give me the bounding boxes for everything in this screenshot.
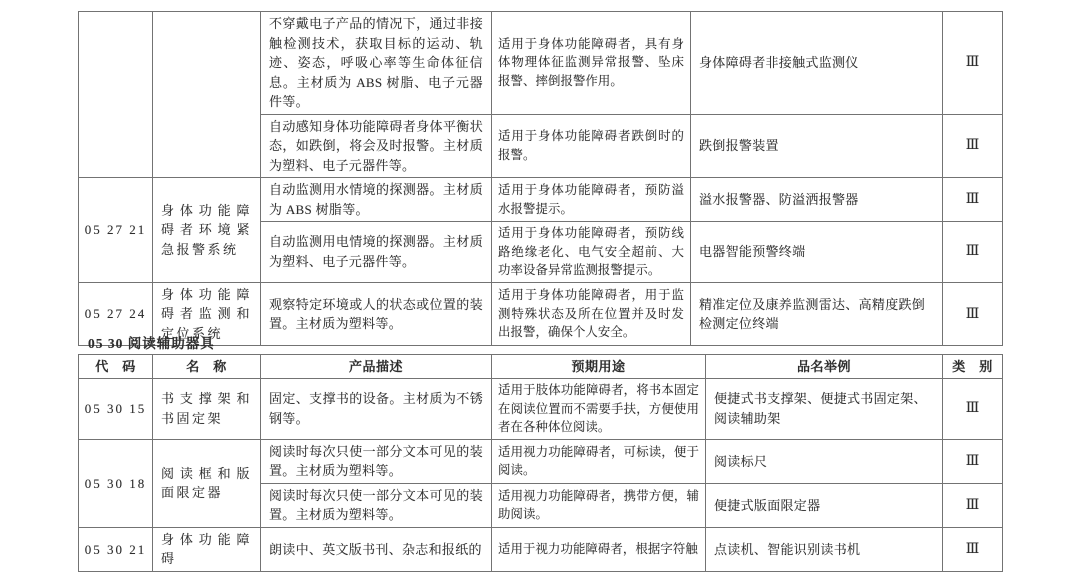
example-cell: 跌倒报警装置	[691, 114, 943, 178]
intended-use-cell: 适用视力功能障碍者，可标读，便于阅读。	[492, 439, 706, 483]
example-cell: 阅读标尺	[706, 439, 943, 483]
code-cell	[79, 12, 153, 178]
code-cell: 05 30 18	[79, 439, 153, 527]
name-cell: 身体功能障碍者监测和定位系统	[153, 282, 261, 346]
name-cell: 书支撑架和书固定架	[153, 379, 261, 440]
table-row	[79, 379, 1003, 440]
intended-use-cell: 适用于身体功能障碍者，预防线路绝缘老化、电气安全超前、大功率设备异常监测报警提示。	[492, 222, 691, 283]
code-cell: 05 27 21	[79, 178, 153, 283]
example-cell: 精准定位及康养监测雷达、高精度跌倒检测定位终端	[691, 282, 943, 346]
name-cell	[153, 12, 261, 178]
category-cell: Ⅲ	[943, 178, 1003, 222]
table-row	[79, 12, 1003, 115]
product-desc-cell: 自动监测用水情境的探测器。主材质为 ABS 树脂等。	[261, 178, 492, 222]
product-desc-cell: 自动监测用电情境的探测器。主材质为塑料、电子元器件等。	[261, 222, 492, 283]
example-cell: 溢水报警器、防溢洒报警器	[691, 178, 943, 222]
header-product-desc: 产品描述	[261, 355, 492, 379]
example-cell: 点读机、智能识别读书机	[706, 527, 943, 571]
header-category: 类 别	[943, 355, 1003, 379]
section-title: 05 30 阅读辅助器具	[88, 336, 215, 351]
intended-use-cell: 适用于身体功能障碍者，用于监测特殊状态及所在位置并及时发出报警，确保个人安全。	[492, 282, 691, 346]
code-cell: 05 30 15	[79, 379, 153, 440]
table-header-row	[79, 355, 1003, 379]
product-desc-cell: 固定、支撑书的设备。主材质为不锈钢等。	[261, 379, 492, 440]
example-cell: 便捷式版面限定器	[706, 483, 943, 527]
category-cell: Ⅲ	[943, 527, 1003, 571]
example-cell: 电器智能预警终端	[691, 222, 943, 283]
category-cell: Ⅲ	[943, 483, 1003, 527]
example-cell: 便捷式书支撑架、便捷式书固定架、阅读辅助架	[706, 379, 943, 440]
table-row	[79, 178, 1003, 222]
intended-use-cell: 适用于身体功能障碍者，预防溢水报警提示。	[492, 178, 691, 222]
header-example: 品名举例	[706, 355, 943, 379]
header-name: 名 称	[153, 355, 261, 379]
product-desc-cell: 观察特定环境或人的状态或位置的装置。主材质为塑料等。	[261, 282, 492, 346]
name-cell: 身体功能障碍者环境紧急报警系统	[153, 178, 261, 283]
category-cell: Ⅲ	[943, 439, 1003, 483]
category-cell: Ⅲ	[943, 282, 1003, 346]
header-code: 代 码	[79, 355, 153, 379]
header-intended-use: 预期用途	[492, 355, 706, 379]
category-cell: Ⅲ	[943, 114, 1003, 178]
product-desc-cell: 阅读时每次只使一部分文本可见的装置。主材质为塑料等。	[261, 439, 492, 483]
classification-table-05-30	[78, 354, 1003, 572]
name-cell: 阅读框和版面限定器	[153, 439, 261, 527]
product-desc-cell: 阅读时每次只使一部分文本可见的装置。主材质为塑料等。	[261, 483, 492, 527]
category-cell: Ⅲ	[943, 12, 1003, 115]
product-desc-cell: 朗读中、英文版书刊、杂志和报纸的	[261, 527, 492, 571]
table-row	[79, 527, 1003, 571]
name-cell: 身体功能障碍	[153, 527, 261, 571]
intended-use-cell: 适用视力功能障碍者，携带方便，辅助阅读。	[492, 483, 706, 527]
intended-use-cell: 适用于肢体功能障碍者，将书本固定在阅读位置而不需要手扶，方便使用者在各种体位阅读。	[492, 379, 706, 440]
intended-use-cell: 适用于身体功能障碍者跌倒时的报警。	[492, 114, 691, 178]
product-desc-cell: 不穿戴电子产品的情况下，通过非接触检测技术，获取目标的运动、轨迹、姿态，呼吸心率等生命体征信息。主材质为 ABS 树脂、电子元器件等。	[261, 12, 492, 115]
code-cell: 05 27 24	[79, 282, 153, 346]
intended-use-cell: 适用于视力功能障碍者，根据字符触	[492, 527, 706, 571]
example-cell: 身体障碍者非接触式监测仪	[691, 12, 943, 115]
table-row	[79, 439, 1003, 483]
intended-use-cell: 适用于身体功能障碍者，具有身体物理体征监测异常报警、坠床报警、摔倒报警作用。	[492, 12, 691, 115]
classification-table-05-27	[78, 11, 1003, 346]
product-desc-cell: 自动感知身体功能障碍者身体平衡状态，如跌倒，将会及时报警。主材质为塑料、电子元器件等。	[261, 114, 492, 178]
code-cell: 05 30 21	[79, 527, 153, 571]
table-row	[79, 282, 1003, 346]
category-cell: Ⅲ	[943, 222, 1003, 283]
category-cell: Ⅲ	[943, 379, 1003, 440]
